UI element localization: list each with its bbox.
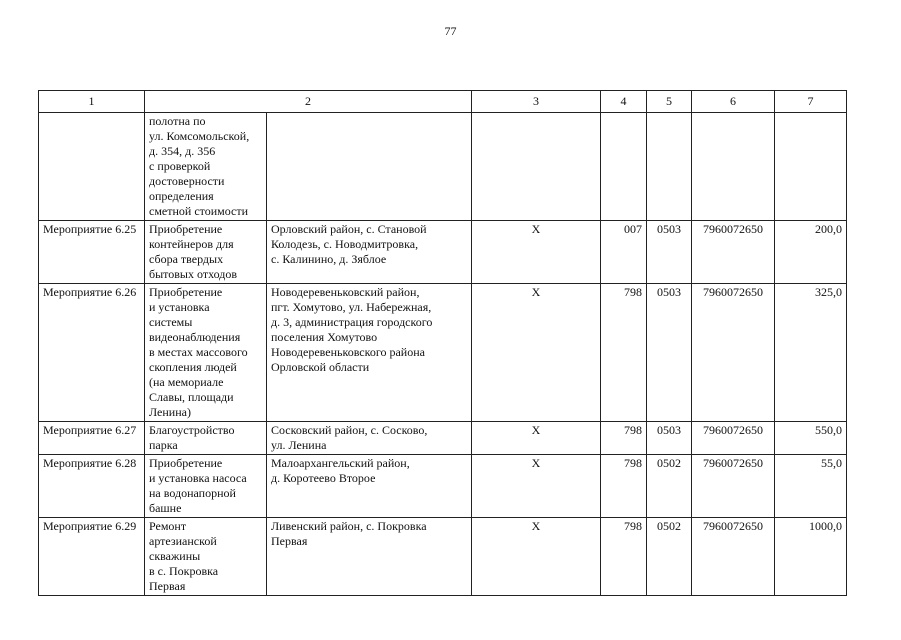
cell-location: Сосковский район, с. Сосково, ул. Ленина [267,422,472,455]
table-row [39,284,847,422]
table-row [39,518,847,596]
cell-mark: Х [472,422,601,455]
cell-mark: Х [472,455,601,518]
cell-code: 798 [601,284,647,422]
cell-section: 0502 [647,455,692,518]
header-col-3: 3 [472,91,601,113]
cell-section [647,113,692,221]
cell-location: Новодеревеньковский район, пгт. Хомутово, ул. Набережная, д. 3, администрация городского поселения Хомутово Новодеревеньковского района Орловской области [267,284,472,422]
cell-event: Мероприятие 6.28 [39,455,145,518]
header-col-7: 7 [775,91,847,113]
cell-sum [775,113,847,221]
cell-event [39,113,145,221]
cell-code: 798 [601,422,647,455]
cell-kbk [692,113,775,221]
cell-name: полотна по ул. Комсомольской, д. 354, д. 356 с проверкой достоверности определения сметной стоимости [145,113,267,221]
cell-code: 798 [601,455,647,518]
table-row-continuation [39,113,847,221]
cell-kbk: 7960072650 [692,221,775,284]
table-row [39,455,847,518]
cell-kbk: 7960072650 [692,284,775,422]
cell-section: 0503 [647,284,692,422]
table-row [39,221,847,284]
cell-mark: Х [472,221,601,284]
cell-sum: 550,0 [775,422,847,455]
cell-kbk: 7960072650 [692,422,775,455]
cell-code [601,113,647,221]
cell-event: Мероприятие 6.26 [39,284,145,422]
cell-name: Ремонт артезианской скважины в с. Покровка Первая [145,518,267,596]
cell-mark: Х [472,284,601,422]
cell-name: Приобретение и установка системы видеонаблюдения в местах массового скопления людей (на мемориале Славы, площади Ленина) [145,284,267,422]
header-col-6: 6 [692,91,775,113]
cell-name: Благоустройство парка [145,422,267,455]
header-col-5: 5 [647,91,692,113]
page-number: 77 [444,24,457,38]
cell-mark [472,113,601,221]
cell-kbk: 7960072650 [692,455,775,518]
cell-name: Приобретение и установка насоса на водонапорной башне [145,455,267,518]
cell-code: 798 [601,518,647,596]
cell-section: 0503 [647,221,692,284]
cell-sum: 200,0 [775,221,847,284]
table-row [39,422,847,455]
header-col-1: 1 [39,91,145,113]
cell-location: Орловский район, с. Становой Колодезь, с. Новодмитровка, с. Калинино, д. Зяблое [267,221,472,284]
cell-event: Мероприятие 6.25 [39,221,145,284]
cell-event: Мероприятие 6.27 [39,422,145,455]
cell-kbk: 7960072650 [692,518,775,596]
header-col-4: 4 [601,91,647,113]
cell-code: 007 [601,221,647,284]
cell-sum: 325,0 [775,284,847,422]
cell-location: Малоархангельский район, д. Коротеево Второе [267,455,472,518]
cell-event: Мероприятие 6.29 [39,518,145,596]
data-table [38,90,847,596]
cell-name: Приобретение контейнеров для сбора твердых бытовых отходов [145,221,267,284]
cell-location: Ливенский район, с. Покровка Первая [267,518,472,596]
cell-mark: Х [472,518,601,596]
cell-section: 0502 [647,518,692,596]
header-row [39,91,847,113]
cell-location [267,113,472,221]
header-col-2: 2 [145,91,472,113]
cell-sum: 1000,0 [775,518,847,596]
cell-section: 0503 [647,422,692,455]
cell-sum: 55,0 [775,455,847,518]
